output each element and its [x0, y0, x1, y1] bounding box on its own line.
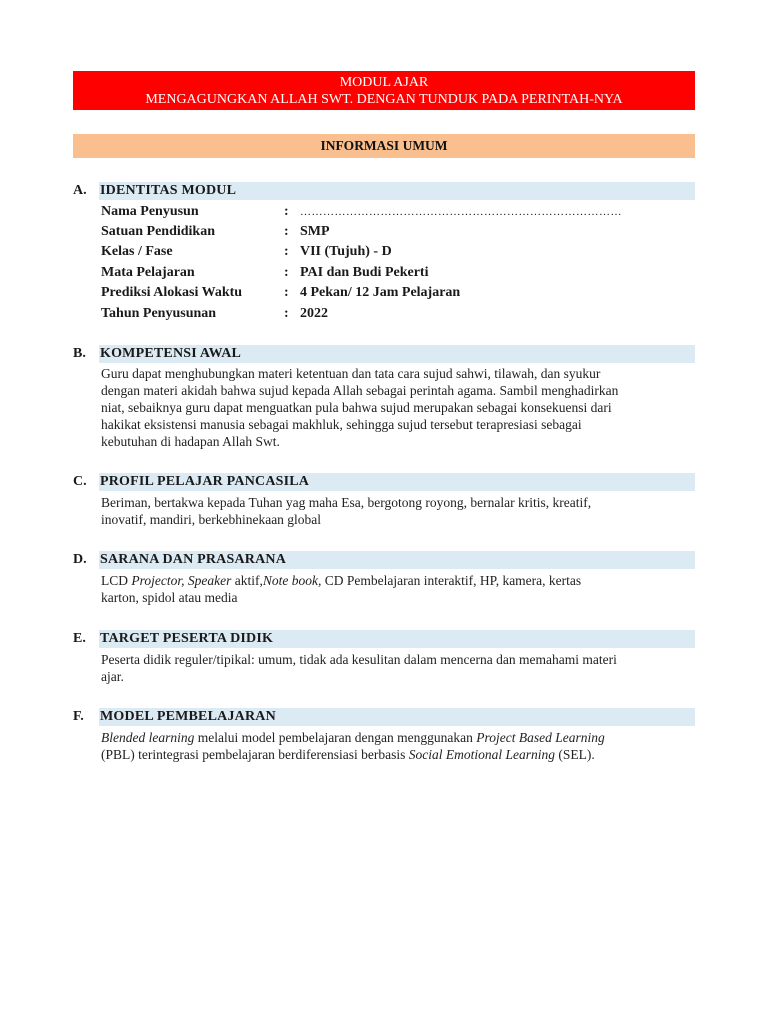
paragraph-line: inovatif, mandiri, berkebhinekaan global — [101, 512, 322, 527]
text-run: (SEL). — [555, 747, 595, 762]
section-letter: F. — [73, 709, 84, 724]
identity-row-tahun — [101, 304, 695, 324]
paragraph-line: kebutuhan di hadapan Allah Swt. — [101, 434, 280, 449]
identity-label: Nama Penyusun — [101, 204, 199, 219]
paragraph-line: dengan materi akidah bahwa sujud kepada Allah sebagai perintah agama. Sambil menghadirkan — [101, 383, 619, 398]
paragraph-line: Peserta didik reguler/tipikal: umum, tidak ada kesulitan dalam mencerna dan memahami materi — [101, 652, 617, 667]
paragraph-line: Beriman, bertakwa kepada Tuhan yag maha Esa, bergotong royong, bernalar kritis, kreatif, — [101, 495, 592, 510]
section-title: TARGET PESERTA DIDIK — [100, 631, 274, 646]
identity-colon: : — [284, 204, 289, 219]
info-umum-heading: INFORMASI UMUM — [73, 134, 695, 158]
paragraph-line: karton, spidol atau media — [101, 590, 238, 605]
identity-colon: : — [284, 224, 289, 239]
identity-label: Tahun Penyusunan — [101, 306, 217, 321]
identity-row-mapel — [101, 263, 695, 283]
identity-colon: : — [284, 285, 289, 300]
identity-colon: : — [284, 265, 289, 280]
kompetensi-awal-text — [101, 365, 701, 450]
identity-label: Satuan Pendidikan — [101, 224, 215, 239]
section-title: KOMPETENSI AWAL — [100, 346, 242, 361]
text-run-italic: Note book, — [262, 573, 322, 588]
identity-value: SMP — [300, 224, 330, 239]
section-letter: E. — [73, 631, 86, 646]
identity-value: 4 Pekan/ 12 Jam Pelajaran — [300, 285, 461, 300]
identity-label: Prediksi Alokasi Waktu — [101, 285, 243, 300]
identity-value: PAI dan Budi Pekerti — [300, 265, 429, 280]
section-c-heading — [73, 473, 695, 491]
section-letter: B. — [73, 346, 86, 361]
section-b-heading — [73, 345, 695, 363]
section-title: SARANA DAN PRASARANA — [100, 552, 287, 567]
text-run: CD Pembelajaran interaktif, HP, kamera, kertas — [321, 573, 582, 588]
section-title: MODEL PEMBELAJARAN — [100, 709, 276, 724]
paragraph-line: niat, sebaiknya guru dapat menguatkan pula bahwa sujud merupakan sebagai konsekuensi dari — [101, 400, 612, 415]
title-banner — [73, 71, 695, 110]
section-letter: C. — [73, 474, 87, 489]
text-run-italic: Projector, Speaker — [131, 573, 232, 588]
paragraph-line — [101, 572, 701, 589]
text-run: melalui model pembelajaran dengan menggunakan — [194, 730, 477, 745]
identity-row-satuan — [101, 222, 695, 242]
identity-colon: : — [284, 306, 289, 321]
section-title: PROFIL PELAJAR PANCASILA — [100, 474, 310, 489]
text-run: LCD — [101, 573, 132, 588]
text-run-italic: Blended learning — [101, 730, 195, 745]
text-run-italic: Social Emotional Learning — [408, 747, 556, 762]
identity-row-kelas — [101, 242, 695, 262]
section-letter: A. — [73, 183, 87, 198]
section-e-heading — [73, 630, 695, 648]
identity-label: Kelas / Fase — [101, 244, 173, 259]
section-title: IDENTITAS MODUL — [100, 183, 237, 198]
paragraph-line: Guru dapat menghubungkan materi ketentuan dan tata cara sujud sahwi, tilawah, dan syukur — [101, 366, 601, 381]
section-d-heading — [73, 551, 695, 569]
profil-pelajar-text — [101, 494, 701, 528]
section-f-heading — [73, 708, 695, 726]
identity-row-penyusun — [101, 202, 695, 222]
paragraph-line — [101, 729, 701, 746]
paragraph-line: hakikat eksistensi manusia sebagai makhluk, sehingga sujud tersebut terapresiasi sebagai — [101, 417, 582, 432]
module-subtitle: MENGAGUNGKAN ALLAH SWT. DENGAN TUNDUK PADA PERINTAH-NYA — [145, 92, 623, 107]
text-run: aktif, — [231, 573, 263, 588]
target-peserta-text — [101, 651, 701, 685]
sarana-prasarana-text — [101, 572, 701, 606]
paragraph-line — [101, 746, 701, 763]
model-pembelajaran-text — [101, 729, 701, 763]
identity-value: ………………………………………………………………………… — [300, 206, 622, 218]
identity-colon: : — [284, 244, 289, 259]
paragraph-line: ajar. — [101, 669, 124, 684]
identity-value: 2022 — [300, 306, 328, 321]
identity-label: Mata Pelajaran — [101, 265, 195, 280]
identity-value: VII (Tujuh) - D — [300, 244, 392, 259]
text-run-italic: Project Based Learning — [476, 730, 605, 745]
text-run: (PBL) terintegrasi pembelajaran berdiferensiasi berbasis — [101, 747, 409, 762]
module-title: MODUL AJAR — [339, 75, 429, 90]
identity-row-alokasi — [101, 283, 695, 303]
section-a-heading — [73, 182, 695, 200]
section-letter: D. — [73, 552, 87, 567]
